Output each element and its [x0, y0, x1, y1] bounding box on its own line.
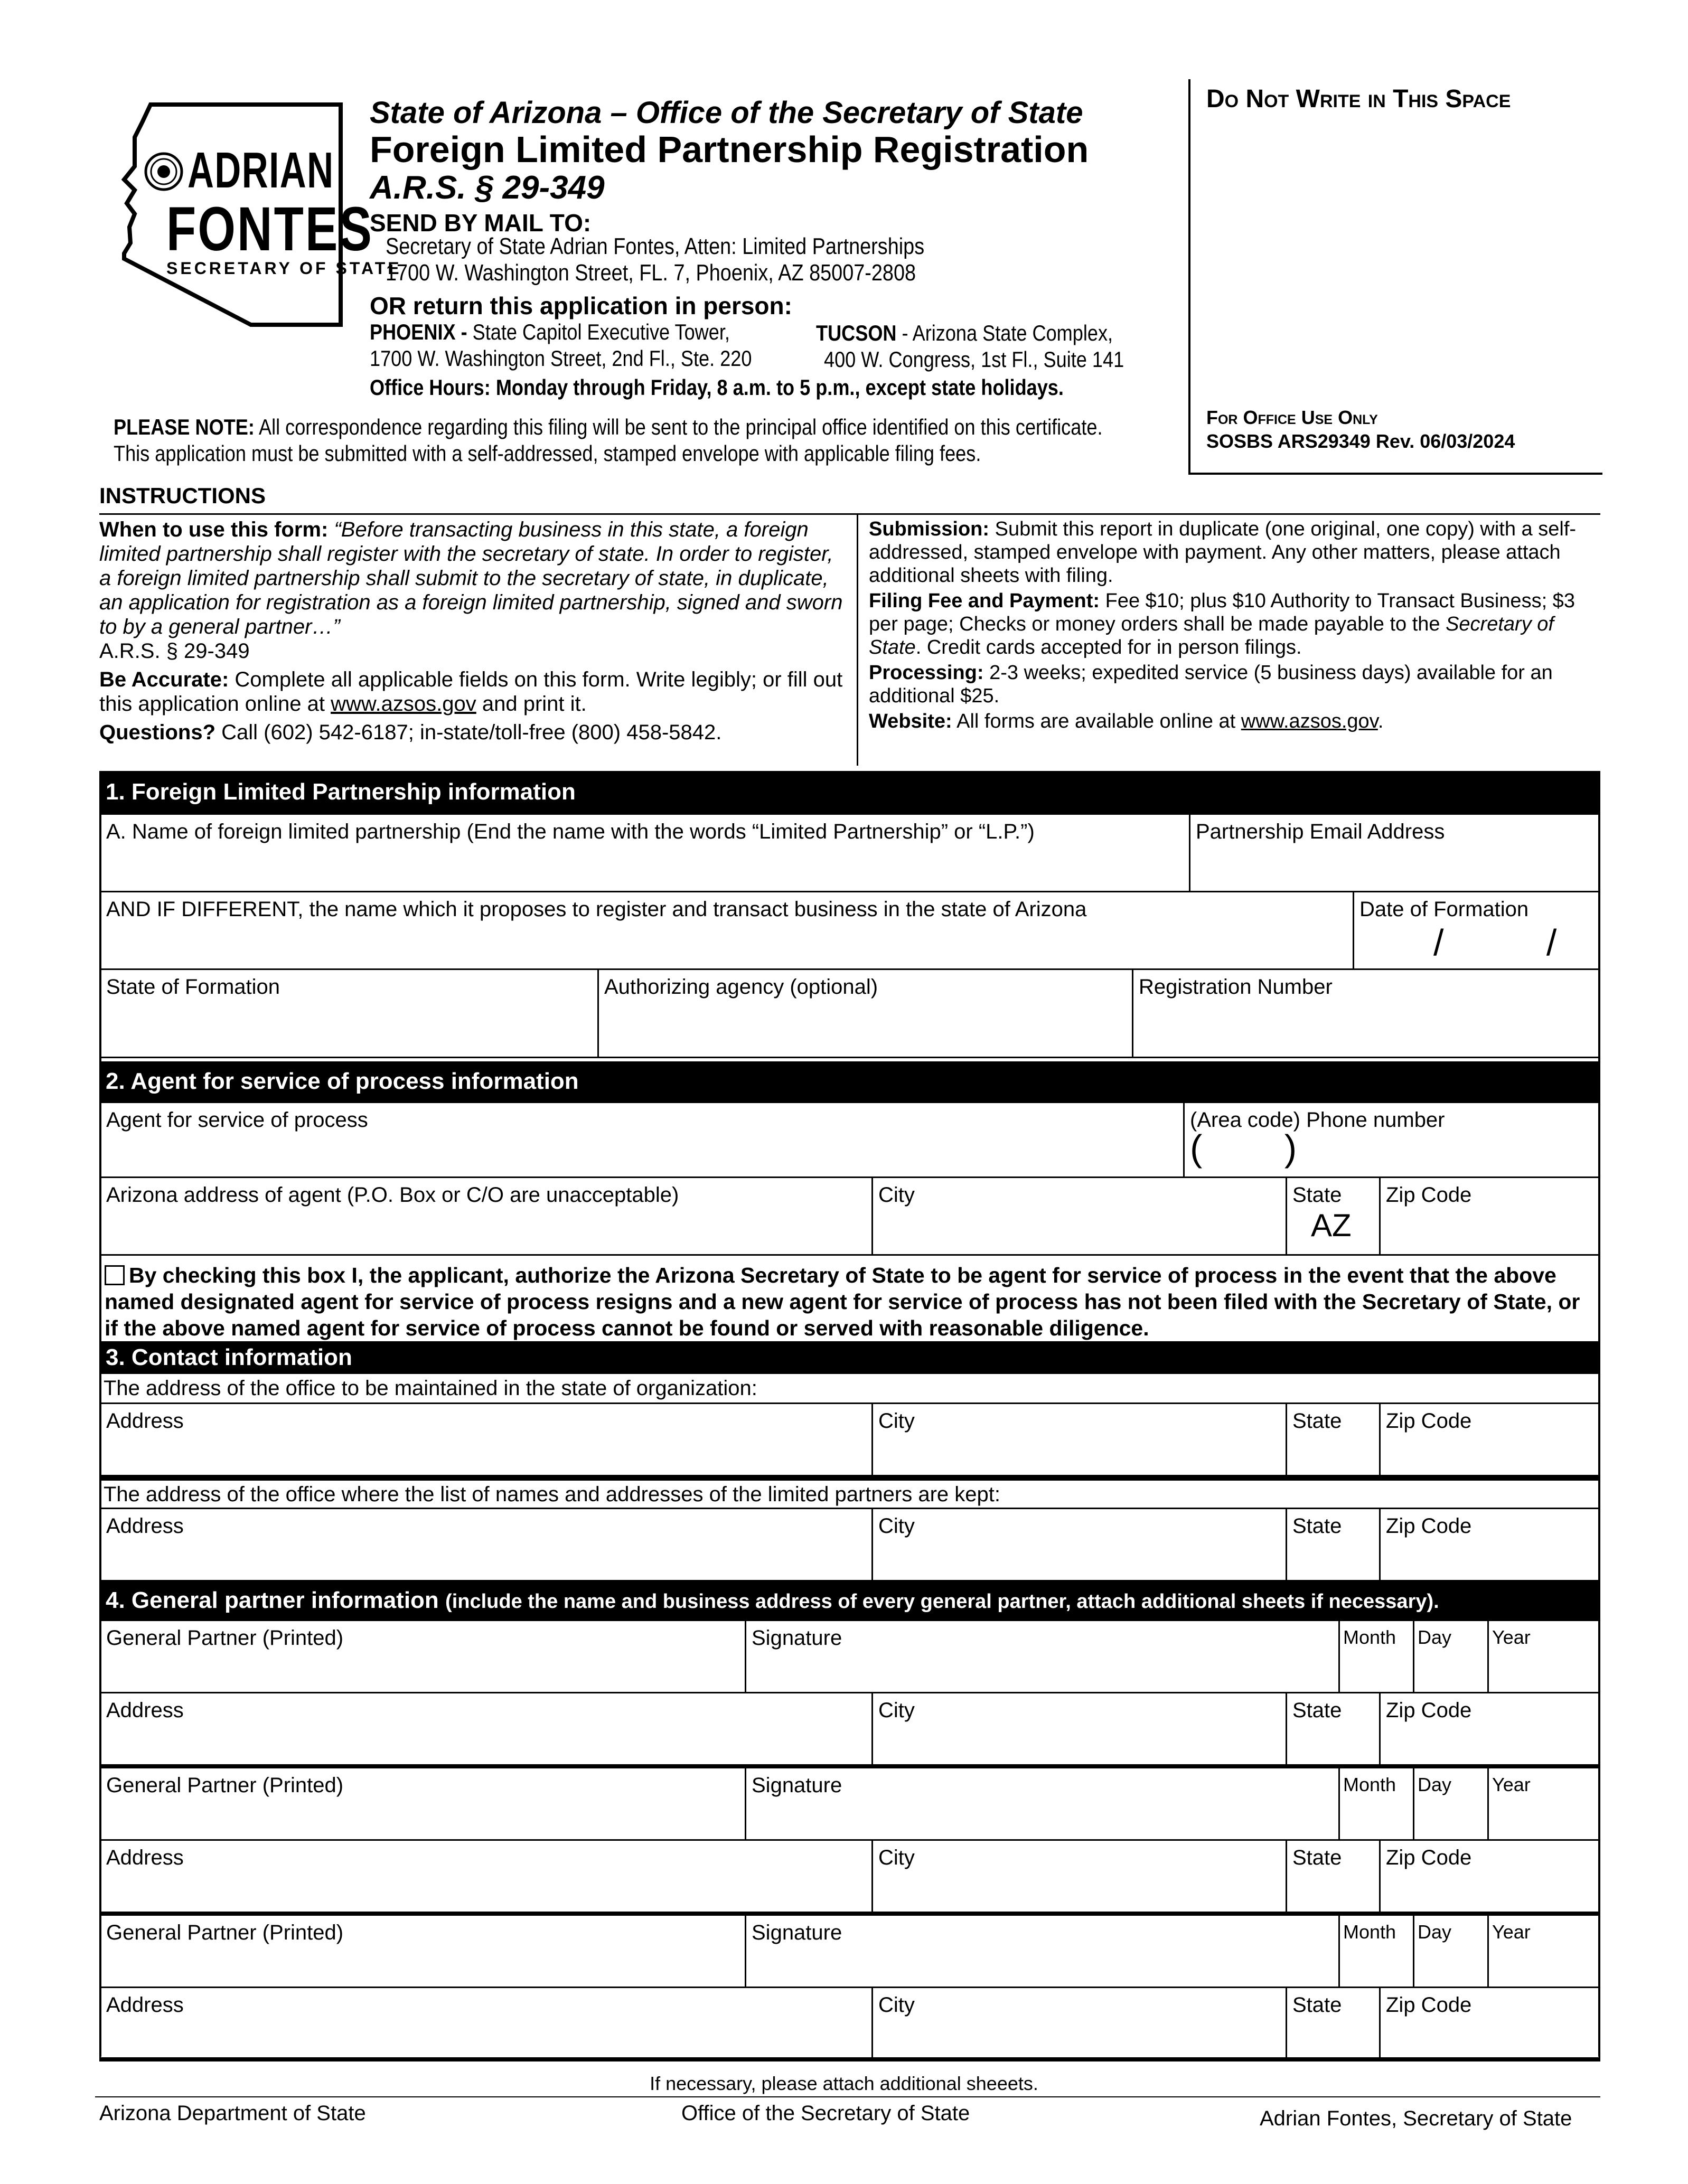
registration-number-field[interactable]: Registration Number [1132, 968, 1600, 1058]
form-bottom-rule [99, 2057, 1600, 2061]
azsos-link[interactable]: www.azsos.gov [331, 692, 476, 716]
partner2-name-field[interactable]: General Partner (Printed) [99, 1767, 746, 1841]
footer-left: Arizona Department of State [99, 2102, 366, 2125]
partner2-state-field[interactable]: State [1286, 1839, 1381, 1913]
logo-name-last: FONTES [166, 194, 374, 264]
be-accurate: Be Accurate: Complete all applicable fields on this form. Write legibly; or fill out this application online at www.azsos.gov and print it. [99, 668, 843, 716]
do-not-write-label: Do Not Write in This Space [1206, 85, 1511, 113]
list-office-address-field[interactable]: Address [99, 1508, 873, 1581]
website: Website: All forms are available online at www.azsos.gov. [869, 710, 1384, 732]
date-separators: / / [1433, 922, 1557, 963]
partner1-month-field[interactable]: Month [1338, 1620, 1414, 1693]
mail-address-line2: 1700 W. Washington Street, FL. 7, Phoenix, AZ 85007-2808 [386, 260, 916, 286]
phoenix-line1: PHOENIX - State Capitol Executive Tower, [370, 319, 730, 344]
partner3-year-field[interactable]: Year [1487, 1914, 1600, 1988]
office-use-only-label: For Office Use Only [1206, 407, 1378, 428]
tucson-line2: 400 W. Congress, 1st Fl., Suite 141 [824, 347, 1124, 372]
partner1-address-field[interactable]: Address [99, 1692, 873, 1766]
partner1-year-field[interactable]: Year [1487, 1620, 1600, 1693]
instructions-heading: INSTRUCTIONS [99, 483, 266, 508]
agent-name-field[interactable]: Agent for service of process [99, 1102, 1185, 1178]
partner1-state-field[interactable]: State [1286, 1692, 1381, 1766]
office-hours: Office Hours: Monday through Friday, 8 a.m. to 5 p.m., except state holidays. [370, 375, 1064, 400]
agency-name: State of Arizona – Office of the Secretary of State [370, 96, 1083, 130]
office-address-field[interactable]: Address [99, 1402, 873, 1476]
partner2-year-field[interactable]: Year [1487, 1767, 1600, 1841]
office-address-note: The address of the office to be maintained in the state of organization: [104, 1377, 757, 1400]
partner3-name-field[interactable]: General Partner (Printed) [99, 1914, 746, 1988]
partner2-zip-field[interactable]: Zip Code [1379, 1839, 1600, 1913]
questions: Questions? Call (602) 542-6187; in-state/toll-free (800) 458-5842. [99, 721, 722, 744]
partner1-zip-field[interactable]: Zip Code [1379, 1692, 1600, 1766]
list-office-zip-field[interactable]: Zip Code [1379, 1508, 1600, 1581]
mail-heading: SEND BY MAIL TO: [370, 209, 592, 237]
partner1-signature-field[interactable]: Signature [745, 1620, 1340, 1693]
office-state-field[interactable]: State [1286, 1402, 1381, 1476]
partner3-city-field[interactable]: City [871, 1987, 1287, 2059]
form-id: SOSBS ARS29349 Rev. 06/03/2024 [1206, 430, 1515, 452]
attach-note: If necessary, please attach additional sheeets. [650, 2073, 1038, 2094]
partner2-address-field[interactable]: Address [99, 1839, 873, 1913]
alternate-name-field[interactable]: AND IF DIFFERENT, the name which it proposes to register and transact business in the state of Arizona [99, 891, 1354, 970]
footer-center: Office of the Secretary of State [681, 2102, 970, 2125]
partner1-day-field[interactable]: Day [1413, 1620, 1489, 1693]
authorize-checkbox[interactable] [105, 1265, 125, 1285]
statute-ref: A.R.S. § 29-349 [370, 170, 605, 206]
partnership-email-field[interactable]: Partnership Email Address [1189, 813, 1600, 892]
website-link[interactable]: www.azsos.gov [1241, 710, 1378, 732]
partner2-month-field[interactable]: Month [1338, 1767, 1414, 1841]
section1-title: 1. Foreign Limited Partnership information [99, 771, 1600, 813]
phone-parens: ( ) [1190, 1127, 1297, 1169]
page-title: Foreign Limited Partnership Registration [370, 129, 1089, 170]
partner2-signature-field[interactable]: Signature [745, 1767, 1340, 1841]
partner3-address-field[interactable]: Address [99, 1987, 873, 2059]
list-office-city-field[interactable]: City [871, 1508, 1287, 1581]
partnership-name-field[interactable]: A. Name of foreign limited partnership (End the name with the words “Limited Partnership” or “L.P.”) [99, 813, 1190, 892]
processing: Processing: 2-3 weeks; expedited service (5 business days) available for an additional $25. [869, 662, 1553, 707]
authorizing-agency-field[interactable]: Authorizing agency (optional) [597, 968, 1133, 1058]
submission: Submission: Submit this report in duplicate (one original, one copy) with a self-addressed, stamped envelope with payment. Any other matters, please attach additional sheets with filing. [869, 518, 1577, 587]
logo [114, 100, 402, 327]
instructions-left [99, 517, 844, 745]
partner2-city-field[interactable]: City [871, 1839, 1287, 1913]
office-use-box [1188, 79, 1602, 475]
list-office-state-field[interactable]: State [1286, 1508, 1381, 1581]
instructions-divider [857, 513, 858, 766]
instructions-rule [99, 513, 1600, 515]
office-city-field[interactable]: City [871, 1402, 1287, 1476]
when-to-use: When to use this form: “Before transacting business in this state, a foreign limited partnership shall register with the secretary of state. In order to register, a foreign limited partnership shall submit to the secretary of state, in duplicate, an application for registration as a foreign limited partnership, signed and sworn to by a general partner…” [99, 518, 843, 638]
partner3-state-field[interactable]: State [1286, 1987, 1381, 2059]
date-of-formation-field[interactable]: Date of Formation / / [1353, 891, 1600, 970]
logo-name-first: ADRIAN [187, 142, 334, 199]
phoenix-line2: 1700 W. Washington Street, 2nd Fl., Ste. 220 [370, 346, 752, 371]
in-person-heading: OR return this application in person: [370, 292, 792, 319]
please-note-line2: This application must be submitted with a self-addressed, stamped envelope with applicable filing fees. [114, 441, 981, 466]
mail-address-line1: Secretary of State Adrian Fontes, Atten: Limited Partnerships [386, 233, 925, 259]
tucson-line1: TUCSON - Arizona State Complex, [816, 321, 1113, 345]
partner3-day-field[interactable]: Day [1413, 1914, 1489, 1988]
office-zip-field[interactable]: Zip Code [1379, 1402, 1600, 1476]
footer-right: Adrian Fontes, Secretary of State [1260, 2107, 1572, 2130]
agent-city-field[interactable]: City [871, 1176, 1287, 1256]
logo-subtitle: SECRETARY OF STATE [166, 259, 402, 278]
partner3-month-field[interactable]: Month [1338, 1914, 1414, 1988]
section3-title: 3. Contact information [99, 1341, 1600, 1374]
agent-authorization: By checking this box I, the applicant, authorize the Arizona Secretary of State to be agent for service of process in the event that the above named designated agent for service of process resigns and a new agent for service of process has not been filed with the Secretary of State, or if the above named agent for service of process cannot be found or served with reasonable diligence. [105, 1263, 1580, 1340]
state-of-formation-field[interactable]: State of Formation [99, 968, 599, 1058]
agent-zip-field[interactable]: Zip Code [1379, 1176, 1600, 1256]
agent-state-field[interactable]: State AZ [1286, 1176, 1381, 1256]
section4-title: 4. General partner information (include the name and business address of every general partner, attach additional sheets if necessary). [99, 1581, 1600, 1620]
agent-address-field[interactable]: Arizona address of agent (P.O. Box or C/O are unacceptable) [99, 1176, 873, 1256]
partner3-zip-field[interactable]: Zip Code [1379, 1987, 1600, 2059]
agent-phone-field[interactable]: (Area code) Phone number ( ) [1183, 1102, 1600, 1178]
partner-list-note: The address of the office where the list of names and addresses of the limited partners are kept: [104, 1483, 1000, 1506]
partner1-name-field[interactable]: General Partner (Printed) [99, 1620, 746, 1693]
section2-title: 2. Agent for service of process information [99, 1061, 1600, 1102]
partner3-signature-field[interactable]: Signature [745, 1914, 1340, 1988]
partner2-day-field[interactable]: Day [1413, 1767, 1489, 1841]
partner1-city-field[interactable]: City [871, 1692, 1287, 1766]
please-note-line1: PLEASE NOTE: All correspondence regarding this filing will be sent to the principal office identified on this certificate. [114, 415, 1103, 439]
when-ref: A.R.S. § 29-349 [99, 639, 250, 663]
instructions-right [869, 517, 1600, 733]
filing-fee: Filing Fee and Payment: Fee $10; plus $10 Authority to Transact Business; $3 per page; Checks or money orders shall be made payable to the Secretary of State. Credit cards accepted for in person filings. [869, 590, 1575, 658]
agent-state-value: AZ [1311, 1208, 1352, 1243]
section3-divider [99, 1476, 1600, 1481]
footer-rule [95, 2096, 1600, 2097]
